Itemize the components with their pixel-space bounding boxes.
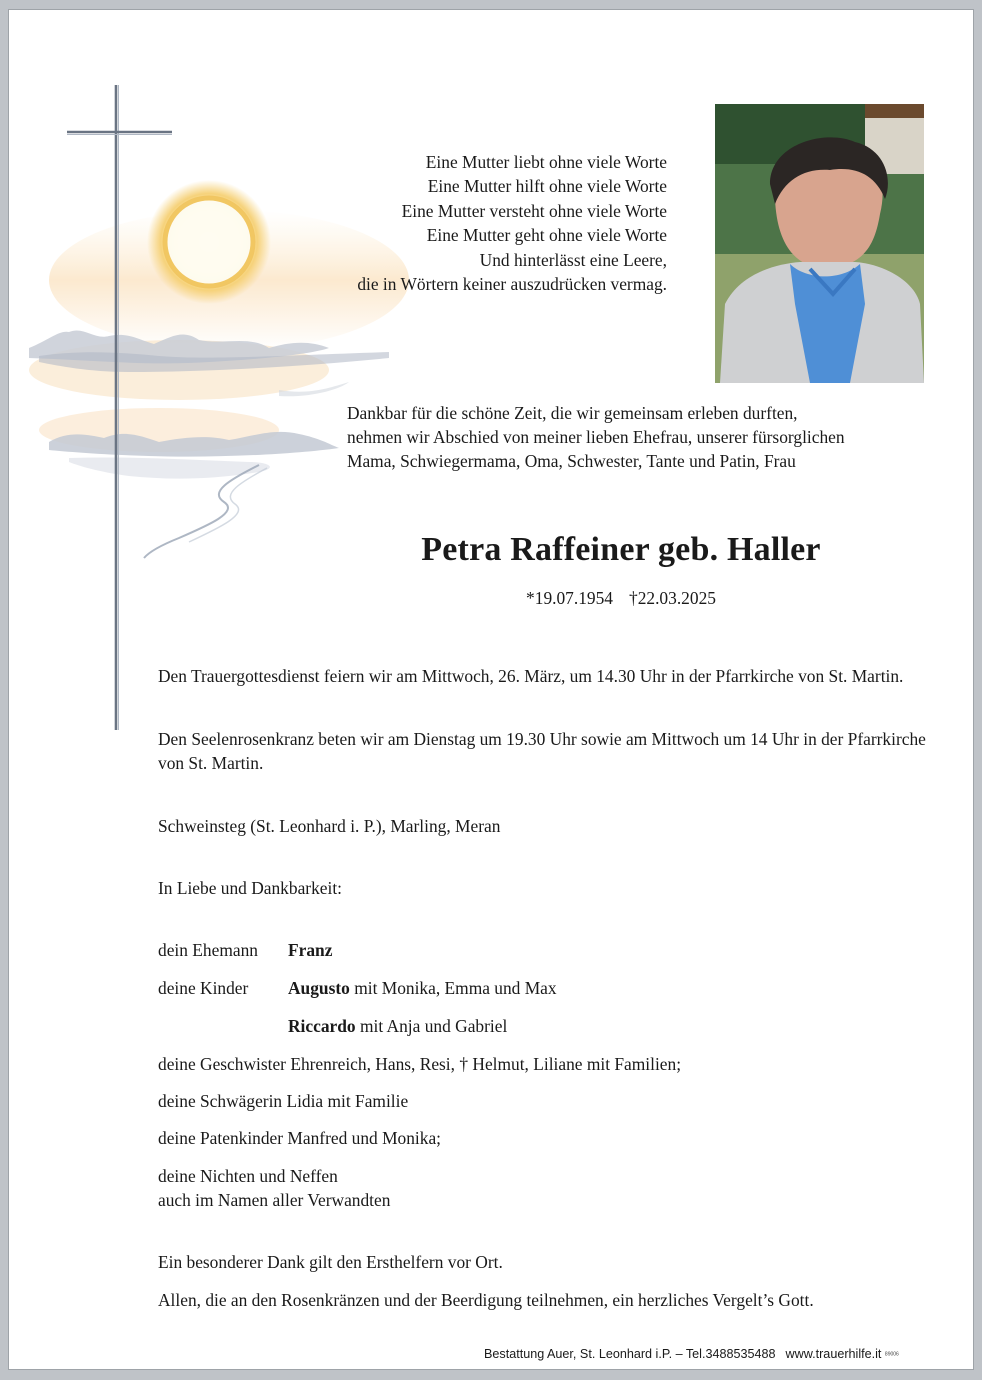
mountain-ranges [29,330,389,478]
funeral-home: Bestattung Auer, St. Leonhard i.P. – Tel.3488535488 [484,1347,776,1361]
poem-line: Eine Mutter hilft ohne viele Worte [427,176,667,197]
family-child-2 [158,1014,507,1038]
footer-code: 89006 [884,1351,899,1358]
intro-line: Dankbar für die schöne Zeit, die wir gemeinsam erleben durften, [347,403,798,423]
portrait-photo [715,104,924,383]
funeral-service-text: Den Trauergottesdienst feiern wir am Mittwoch, 26. März, um 14.30 Uhr in der Pfarrkirche von St. Martin. [158,666,904,686]
poem-line: Eine Mutter geht ohne viele Worte [426,225,667,246]
cross-icon [67,85,172,730]
deceased-name: Petra Raffeiner geb. Haller [421,531,821,568]
family-husband [158,938,332,962]
poem-line: Und hinterlässt eine Leere, [479,249,667,270]
intro-line: Mama, Schwiegermama, Oma, Schwester, Tante und Patin, Frau [347,451,796,471]
husband-label: dein Ehemann [158,940,258,960]
poem-line: Eine Mutter liebt ohne viele Worte [425,152,667,172]
birth-date: *19.07.1954 [526,588,613,608]
family-godchildren: deine Patenkinder Manfred und Monika; [158,1128,442,1148]
family-sister-in-law: deine Schwägerin Lidia mit Familie [158,1091,409,1111]
poem-line: die in Wörtern keiner auszudrücken vermag. [357,274,667,295]
child-2-family: mit Anja und Gabriel [355,1016,508,1036]
family-relatives: auch im Namen aller Verwandten [158,1190,391,1210]
sun-icon [147,180,271,304]
husband-name: Franz [288,940,333,960]
thanks-first-responders: Ein besonderer Dank gilt den Ersthelfern vor Ort. [158,1252,503,1272]
cross-landscape-illustration [9,10,409,750]
obituary-sheet [8,9,974,1370]
family-child-1 [158,976,557,1000]
child-1-family: mit Monika, Emma und Max [349,978,557,998]
death-date: †22.03.2025 [629,588,716,608]
children-label: deine Kinder [158,978,249,998]
life-dates [9,588,973,609]
family-siblings: deine Geschwister Ehrenreich, Hans, Resi, † Helmut, Liliane mit Familien; [158,1054,682,1074]
poem [357,150,667,296]
introduction-text [347,401,845,473]
footer [484,1347,899,1361]
rosary-service-text: Den Seelenrosenkranz beten wir am Dienstag um 19.30 Uhr sowie am Mittwoch um 14 Uhr in der Pfarrkirche von St. Martin. [158,729,926,773]
places-text: Schweinsteg (St. Leonhard i. P.), Marling, Meran [158,816,501,836]
website-link[interactable]: www.trauerhilfe.it [785,1347,882,1361]
intro-line: nehmen wir Abschied von meiner lieben Ehefrau, unserer fürsorglichen [347,427,845,447]
child-1-name: Augusto [288,978,350,998]
family-nieces: deine Nichten und Neffen [158,1166,338,1186]
poem-line: Eine Mutter versteht ohne viele Worte [401,200,667,221]
thanks-attendees: Allen, die an den Rosenkränzen und der Beerdigung teilnehmen, ein herzliches Vergelt’s Gott. [158,1290,814,1310]
child-2-name: Riccardo [288,1016,356,1036]
closing-intro: In Liebe und Dankbarkeit: [158,878,342,898]
